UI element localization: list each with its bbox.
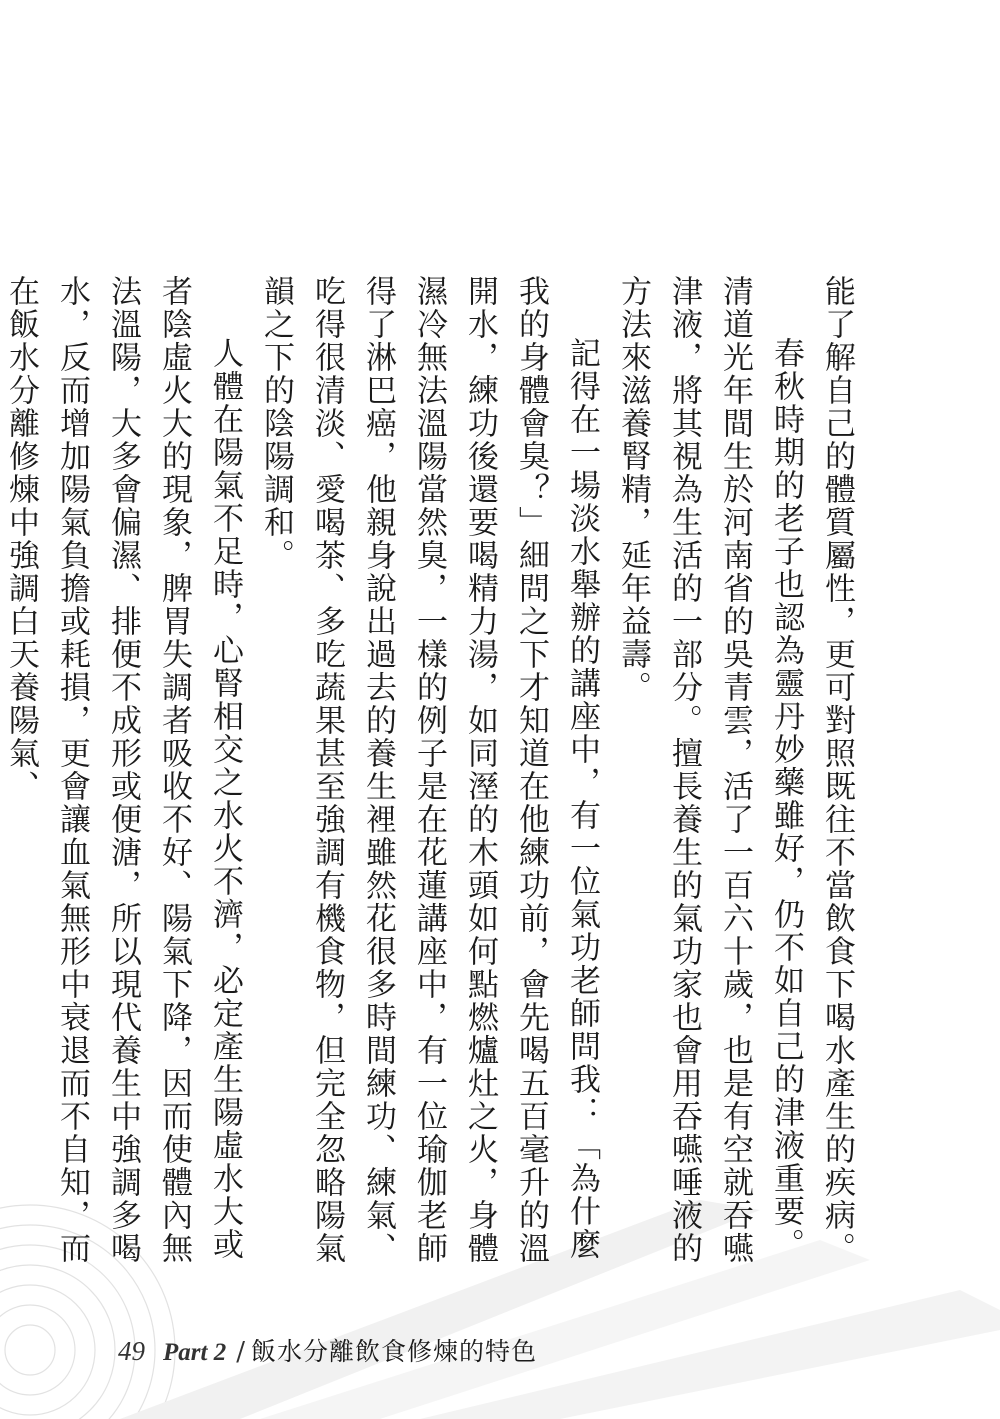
paragraph-4: 人體在陽氣不足時，心腎相交之水火不濟，必定產生陽虛水大或者陰虛火大的現象，脾胃失調者吸收不好、陽氣下降，因而使體內無法溫陽，大多會偏濕、排便不成形或便溏，所以現代養生中強調多喝水，反而增加陽氣負擔或耗損，更會讓血氣無形中衰退而不自知，而在飯水分離修煉中強調白天養陽氣、	[3, 275, 243, 1265]
paragraph-1: 能了解自己的體質屬性，更可對照既往不當飲食下喝水產生的疾病。	[819, 275, 855, 1265]
chapter-title: 飯水分離飲食修煉的特色	[250, 1337, 537, 1366]
paragraph-3: 記得在一場淡水舉辦的講座中，有一位氣功老師問我：「為什麼我的身體會臭？」細問之下才知道在他練功前，會先喝五百毫升的溫開水，練功後還要喝精力湯，如同溼的木頭如何點燃爐灶之火，身體濕冷無法溫陽當然臭，一樣的例子是在花蓮講座中，有一位瑜伽老師得了淋巴癌，他親身說出過去的養生裡雖然花很多時間練功、練氣、吃得很清淡、愛喝茶、多吃蔬果甚至強調有機食物，但完全忽略陽氣韻之下的陰陽調和。	[258, 275, 600, 1265]
page-number: 49	[118, 1336, 145, 1366]
footer-separator: /	[236, 1337, 245, 1367]
part-label: Part 2	[163, 1339, 227, 1366]
paragraph-2: 春秋時期的老子也認為靈丹妙藥雖好，仍不如自己的津液重要。清道光年間生於河南省的吳青雲，活了一百六十歲，也是有空就吞嚥津液，將其視為生活的一部分。擅長養生的氣功家也會用吞嚥唾液的方法來滋養腎精，延年益壽。	[615, 275, 804, 1265]
body-text-vertical	[0, 275, 862, 1265]
page-footer	[118, 1332, 537, 1372]
